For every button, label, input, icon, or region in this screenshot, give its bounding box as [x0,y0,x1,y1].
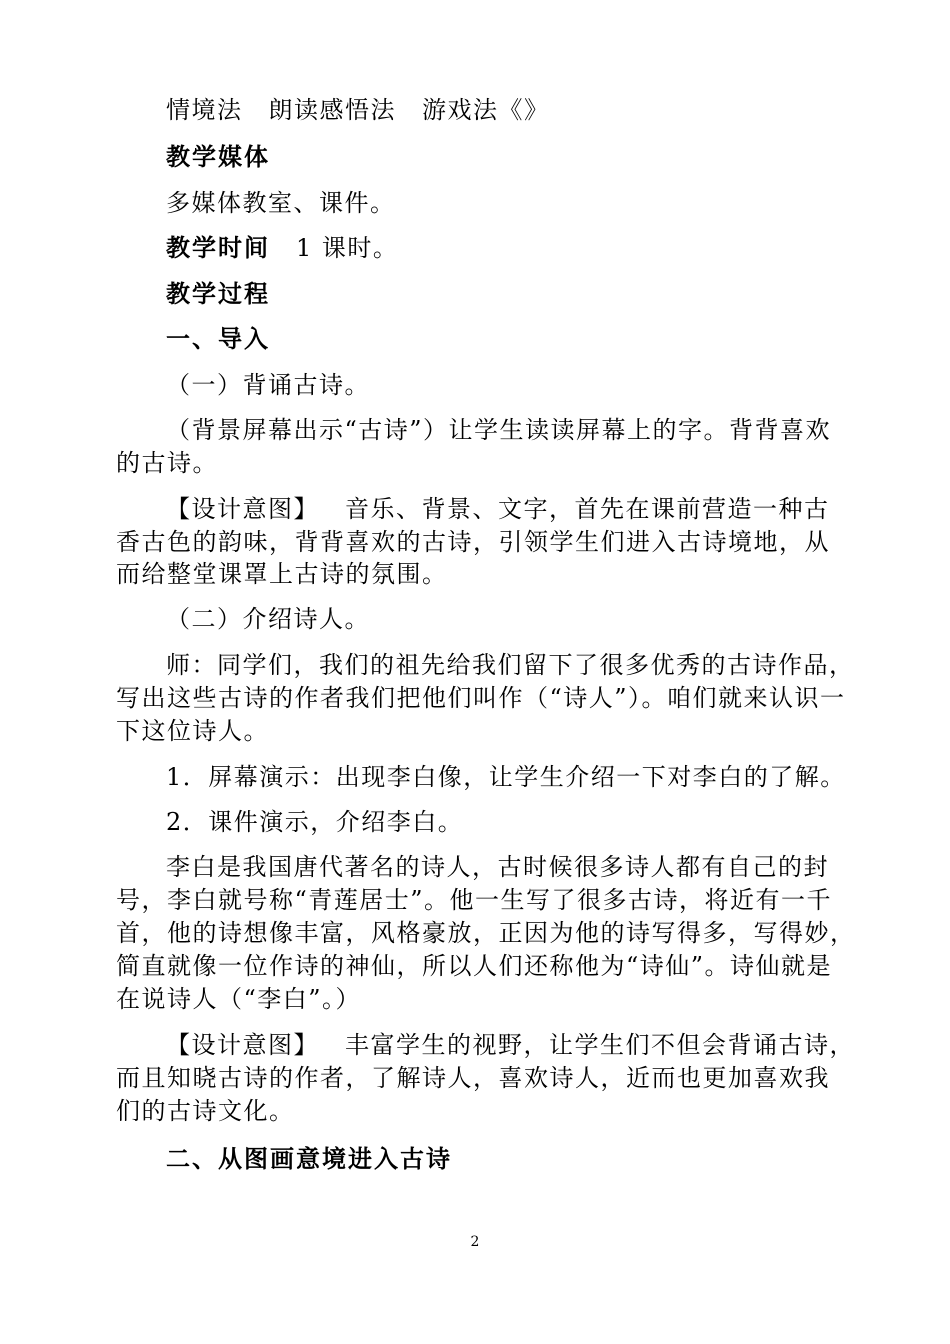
method-item: 情境法 [166,96,243,124]
paragraph-line: 李白是我国唐代著名的诗人，古时候很多诗人都有自己的封 [166,853,829,881]
subsection-heading: （二）介绍诗人。 [166,605,370,633]
paragraph-line: 而给整堂课罩上古诗的氛围。 [116,560,448,588]
paragraph-line: 香古色的韵味，背背喜欢的古诗，引领学生们进入古诗境地，从 [116,528,830,556]
section-heading: 二、从图画意境进入古诗 [166,1144,452,1173]
design-intent-text: 丰富学生的视野，让学生们不但会背诵古诗， [345,1031,855,1059]
page-number: 2 [470,1234,480,1250]
media-text: 多媒体教室、课件。 [166,189,396,217]
time-value: 1 课时。 [296,234,399,262]
paragraph-line: 师：同学们，我们的祖先给我们留下了很多优秀的古诗作品， [166,651,855,679]
method-item: 游戏法《》 [422,96,550,124]
paragraph-line: 们的古诗文化。 [116,1097,295,1125]
teaching-methods-line [166,94,846,126]
paragraph-line: （背景屏幕出示“古诗”）让学生读读屏幕上的字。背背喜欢 [166,416,832,444]
paragraph-line: 在说诗人（“李白”。） [116,985,362,1013]
design-intent-label: 【设计意图】 [166,1031,319,1059]
paragraph-line: 写出这些古诗的作者我们把他们叫作（“诗人”）。咱们就来认识一 [116,684,846,712]
paragraph-line: 下这位诗人。 [116,717,269,745]
paragraph-line: 号，李白就号称“青莲居士”。他一生写了很多古诗，将近有一千 [116,886,833,914]
design-intent-label: 【设计意图】 [166,495,319,523]
paragraph-line: 简直就像一位作诗的神仙，所以人们还称他为“诗仙”。诗仙就是 [116,952,833,980]
time-heading: 教学时间 [166,233,270,262]
design-intent-line [166,1029,855,1061]
teaching-time-line [166,232,846,264]
process-heading: 教学过程 [166,279,270,308]
paragraph-line: 的古诗。 [116,449,218,477]
method-item: 朗读感悟法 [268,96,396,124]
media-heading: 教学媒体 [166,142,270,171]
paragraph-line: 首，他的诗想像丰富，风格豪放，正因为他的诗写得多，写得妙， [116,919,856,947]
subsection-heading: （一）背诵古诗。 [166,371,370,399]
list-item: 1．屏幕演示：出现李白像，让学生介绍一下对李白的了解。 [166,763,846,791]
list-item: 2．课件演示，介绍李白。 [166,808,464,836]
design-intent-text: 音乐、背景、文字，首先在课前营造一种古 [345,495,830,523]
design-intent-line [166,493,846,525]
section-heading: 一、导入 [166,324,270,353]
paragraph-line: 而且知晓古诗的作者，了解诗人，喜欢诗人，近而也更加喜欢我 [116,1064,830,1092]
